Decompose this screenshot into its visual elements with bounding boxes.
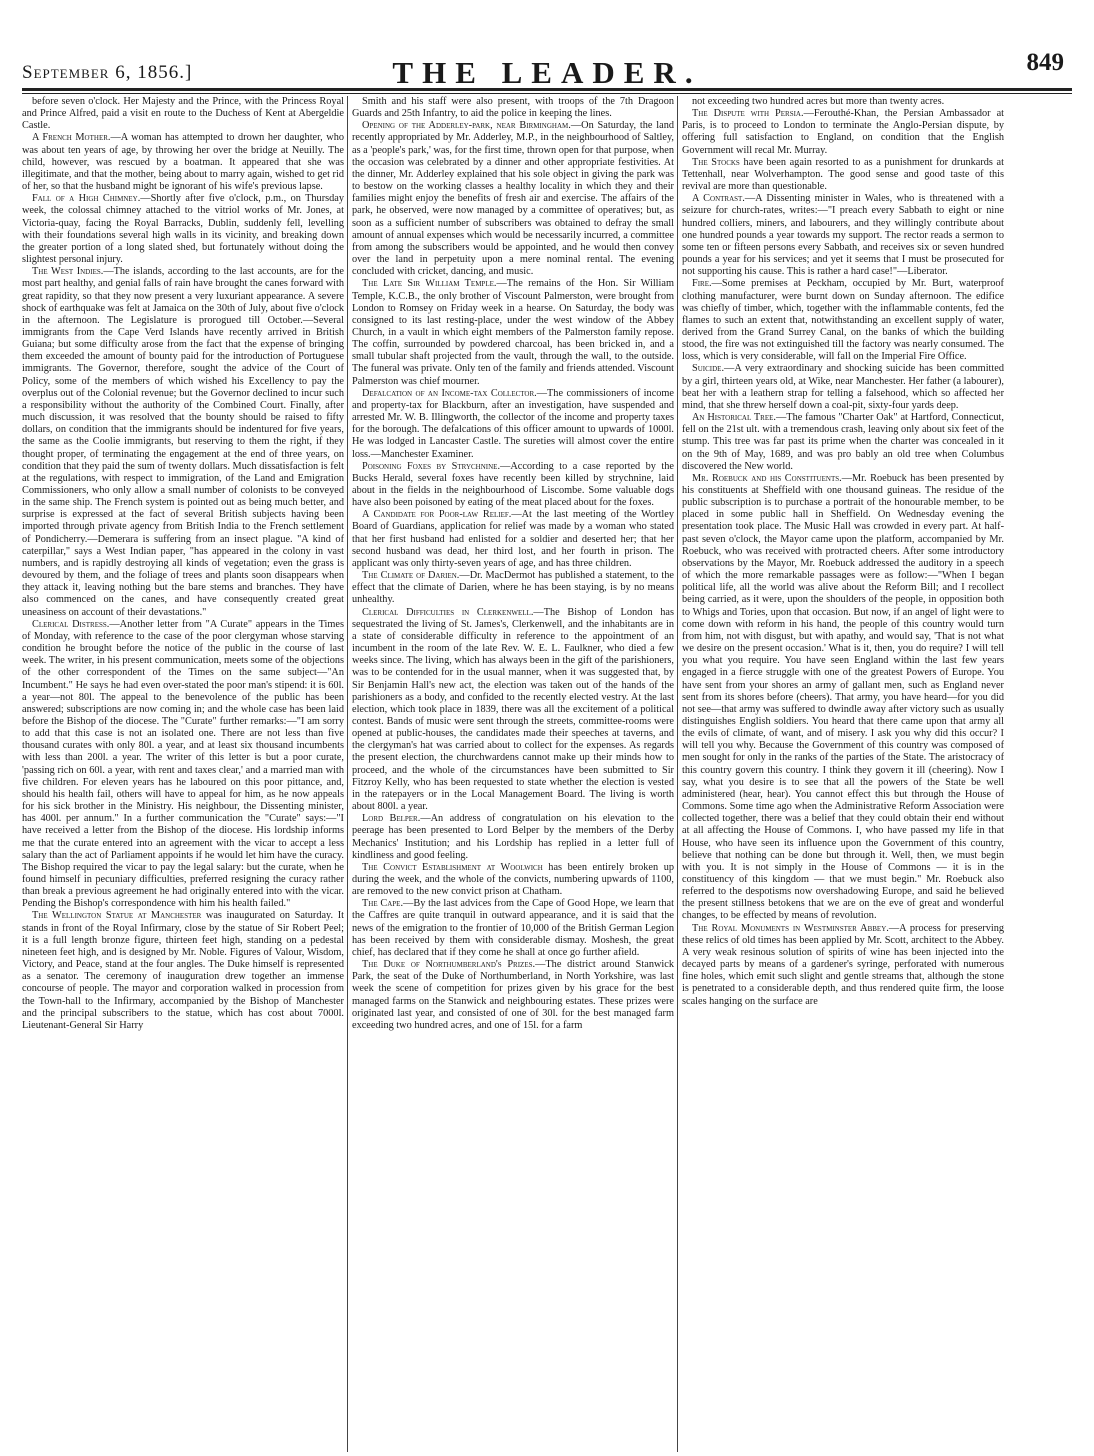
article-heading: A Candidate for Poor-law Relief. (362, 509, 512, 521)
article-text: —A Dissenting minister in Wales, who is threatened with a seizure for church-rates, writes:—"I preach every Sabbath to eight or nine hundred colliers, miners, and labourers, and they willingly contribute about one hundred pounds a year towards my support. The rector reads a sermon to some ten or fifteen persons every Sabbath, and receives six or seven hundred pounds a year for his services; and yet it seems that I must be prosecuted for not supporting his cause. This is rather a hard case!"—Liberator. (682, 193, 1004, 278)
article-text: —The famous "Charter Oak" at Hartford, Connecticut, fell on the 21st ult. with a tremendous crash, leaving only about six feet of the stump. This tree was far past its prime when the charter was concealed in it on the 9th of May, 1689, and was pro bably an old tree when Columbus discovered the New world. (682, 412, 1004, 472)
article-text: —A woman has attempted to drown her daughter, who was about ten years of age, by throwing her over the bridge at Neuilly. The child, however, was rescued by a boatman. It appeared that she was illegitimate, and that the mother, being about to marry again, wished to get rid of her, so that the husband might be ignorant of his wife's previous lapse. (22, 132, 344, 193)
article-paragraph (352, 278, 674, 387)
article-text: —By the last advices from the Cape of Good Hope, we learn that the Caffres are quite tranquil in outward appearance, and it is said that the news of the emigration to the frontier of 10,000 of the British German Legion has been received by them with considerable dismay. Moshesh, the great chief, has declared that if they come he shall at once go further afield. (352, 898, 674, 958)
article-heading: Fire. (692, 278, 712, 290)
article-paragraph (352, 509, 674, 570)
article-text: —On Saturday, the land recently appropriated by Mr. Adderley, M.P., in the neighbourhood of Saltley, as a 'people's park,' was, for the first time, thrown open for that purpose, when the occasion was celebrated by a dinner and other appropriate festivities. At the dinner, Mr. Adderley explained that his sole object in giving the park was to bestow on the working classes a healthy locality in which they and their families might enjoy the benefits of fresh air and exercise. The affairs of the park, he observed, were now managed by a committee of operatives; but, as soon as a sufficient number of subscribers was obtained to defray the small amount of annual expenses which would be necessarily incurred, a committee from among the subscribers would be appointed, and he would then convey over the land in perpetuity upon a mere nominal rental. The evening concluded with cricket, dancing, and music. (352, 120, 674, 278)
article-heading: A French Mother. (32, 132, 111, 144)
article-heading: The Wellington Statue at Manchester (32, 910, 202, 922)
article-text: —Some premises at Peckham, occupied by Mr. Burt, waterproof clothing manufacturer, were burnt down on Sunday afternoon. The edifice was chiefly of timber, which, together with the inflammable contents, fed the flames to such an extent that, notwithstanding an excellent supply of water, derived from the Grand Surrey Canal, on the banks of which the building stood, the fire was not extinguished till the factory was nearly consumed. The loss, which is very considerable, will fall on the Imperial Fire Office. (682, 278, 1004, 363)
article-paragraph (22, 193, 344, 266)
article-paragraph (682, 363, 1004, 412)
article-paragraph (352, 388, 674, 461)
article-paragraph (352, 120, 674, 278)
article-heading: The Royal Monuments in Westminster Abbey. (692, 922, 889, 934)
article-heading: The Duke of Northumberland's Prizes. (362, 959, 536, 971)
article-text: —A process for preserving these relics of old times has been applied by Mr. Scott, architect to the Abbey. A very weak resinous solution of spirits of wine has been injected into the decayed parts by means of a gardener's syringe, perforated with numerous fine holes, which emit such slight and gentle streams that, although the stone is penetrated to a considerable depth, and thus rendered quite firm, the loose scales hanging on the surface are (682, 922, 1004, 1007)
article-paragraph (352, 898, 674, 959)
article-paragraph (22, 910, 344, 1032)
header-rule-thin (22, 93, 1072, 94)
column-1 (22, 96, 344, 1452)
article-heading: The Late Sir William Temple. (362, 278, 497, 290)
article-paragraph (682, 108, 1004, 157)
header-rule (22, 88, 1072, 91)
article-text: —According to a case reported by the Bucks Herald, several foxes have recently been killed by strychnine, laid about in the fields in the neighbourhood of Liscombe. Some valuable dogs have also been poisoned by eating of the meat placed about for the foxes. (352, 460, 674, 509)
article-text: —Dr. MacDermot has published a statement, to the effect that the climate of Darien, where he has been staying, is by no means unhealthy. (352, 570, 674, 606)
article-text: —The district around Stanwick Park, the seat of the Duke of Northumberland, in North Yorkshire, was last week the scene of competition for prizes given by his grace for the best managed farms on the Stanwick and neighbouring estates. These prizes were originated last year, and consisted of one of 30l. for the best managed farm exceeding two hundred acres, and one of 15l. for a farm (352, 959, 674, 1031)
article-text: —The remains of the Hon. Sir William Temple, K.C.B., the only brother of Viscount Palmerston, were brought from London to Romsey on Friday week in a hearse. On Saturday, the body was consigned to its last resting-place, under the west window of the Abbey Church, in a vault in which eight members of the Palmerston family repose. The coffin, surrounded by powdered charcoal, has been bricked in, and a small tubular shaft projected from the vault, through the wall, to the outside. The funeral was private. Only ten of the family and friends attended. Viscount Palmerston was chief mourner. (352, 278, 674, 387)
article-heading: Clerical Distress. (32, 618, 110, 630)
article-paragraph (682, 96, 1004, 108)
article-heading: The Stocks (692, 156, 740, 168)
article-text: —An address of congratulation on his elevation to the peerage has been presented to Lord Belper by the members of the Derby Mechanics' Institution; and his Lordship has replied in a letter full of kindliness and good feeling. (352, 813, 674, 861)
article-text: before seven o'clock. Her Majesty and the Prince, with the Princess Royal and Prince Alfred, paid a visit en route to the Duchess of Kent at Abergeldie Castle. (22, 96, 344, 132)
article-paragraph (22, 619, 344, 911)
article-text: —The islands, according to the last accounts, are for the most part healthy, and genial falls of rain have brought the canes forward with great rapidity, so that they now present a very luxuriant appearance. A severe shock of earthquake was felt at Jamaica on the 30th of July, about five o'clock in the afternoon. The Legislature is prorogued till October.—Several immigrants from the Cape Verd Islands have recently arrived in British Guiana; but some difficulty arose from the fact that the expense of bringing them exceeded the amount of bounty paid for the introduction of Portuguese immigrants. The Governor, therefore, sought the advice of the Court of Policy, some of the members of which wished his Excellency to pay the overplus out of the Colonial revenue; but the Governor declined to incur such a responsibility without the authority of the Combined Court. Finally, after much discussion, it was resolved that the bounty should be raised to fifty dollars, on condition that the immigrants should be indentured for five years, the same as the Coolie immigrants, but reserving to them the right, if they thought proper, of terminating the engagement at the end of three years, on condition that they paid the sum of twenty dollars. Much dissatisfaction is felt at the regulations, with respect to immigration, of the Land and Emigration Commissioners, who only allow a small number of colonists to be conveyed in the same ship. The French system is pointed out as being much better, and surprise is expressed at the fact of several British subjects having been imported through private agency from British India to the French settlement of Pondicherry.—Demerara is suffering from an insect plague. "A kind of caterpillar," says a West Indian paper, "has appeared in the colony in vast numbers, and is rapidly destroying all kinds of vegetation; even the grass is devoured by them, and the foliage of trees and plants soon disappears when they attack it, leaving nothing but the bare stems and branches. They have also commenced on the canes, and have consequently created great uneasiness on account of their devastations." (22, 266, 344, 618)
article-heading: Mr. Roebuck and his Constituents. (692, 472, 842, 484)
article-heading: The Climate of Darien. (362, 570, 460, 582)
article-heading: The Cape. (362, 898, 404, 910)
article-heading: Fall of a High Chimney. (32, 193, 141, 205)
article-paragraph (22, 96, 344, 132)
article-heading: Opening of the Adderley-park, near Birmingham. (362, 120, 571, 132)
article-heading: The Convict Establishment at Woolwich (362, 861, 543, 873)
article-text: —Ferouthé-Khan, the Persian Ambassador at Paris, is to proceed to London to terminate the Anglo-Persian dispute, by offering full satisfaction to England, on condition that the English Government will recal Mr. Murray. (682, 108, 1004, 156)
article-heading: The West Indies. (32, 266, 104, 278)
article-paragraph (352, 813, 674, 862)
article-paragraph (22, 132, 344, 193)
article-text: not exceeding two hundred acres but more than twenty acres. (692, 96, 945, 107)
masthead-title: THE LEADER. (392, 55, 702, 90)
article-text: —Mr. Roebuck has been presented by his constituents at Sheffield with one thousand guineas. The residue of the public subscription is to purchase a portrait of the honourable member, to be placed in some public hall in Sheffield. On Wednesday evening the presentation took place. The Music Hall was crowded in every part. At half-past seven o'clock, the Mayor came upon the platform, accompanied by Mr. Roebuck, who was received with protracted cheers. After some introductory observations by the Mayor, Mr. Roebuck addressed the auditory in a speech of which the more remarkable passages were as follow:—"When I began political life, all the world was alive about the Reform Bill; and I recollect being carried, as it were, upon the shoulders of the people, in opposition both to Whigs and Tories, upon that occasion. But now, if an angel of light were to come down with reform in his hand, the people of this country would turn from him, not with disgust, but with apathy, and would say, 'That is not what we desire on the present occasion.' What is it, then, you do require? I will tell you what you require. You have seen England within the last few years engaged in a fierce struggle with one of the greatest Powers of Europe. You have sent from your shores an army of gallant men, such as England never sent from its shores before (cheers). That army, you have heard—for you did not see—that army was suffered to dwindle away after victory such as usually distinguishes English soldiers. You heard that there came upon that army all the evils of climate, of want, and of misery. I ask you why did this occur? I will tell you why. Because the Government of this country was composed of men sought for only in the ranks of the parties of the State. The aristocracy of this country govern this country. I think they govern it ill (cheering). Now I say, what you desire is to see that all the powers of the State be well administered (hear, hear). You cannot effect this but through the House of Commons. Some time ago when the Administrative Reform Association were collected together, there was a belief that they could obtain their end without at all affecting the House of Commons. I, who have passed my life in that House, who have seen its influence upon the Government of this country, believe that nothing can be done but through it. Well, then, we must begin with you. It is not simply in the House of Commons — it is in the constituency of this kingdom — that we must begin." Mr. Roebuck also referred to the despotisms now overshadowing Europe, and said he believed the present stillness betokens that we are on the eve of great and wonderful changes, to be effected by means of revolution. (682, 472, 1004, 922)
article-text: —At the last meeting of the Wortley Board of Guardians, application for relief was made by a woman who stated that her first husband had enlisted for a soldier and deserted her; that her second husband was dead, her third lost, and her fourth in prison. The applicant was only thirty-seven years of age, and has three children. (352, 509, 674, 569)
article-paragraph (352, 96, 674, 120)
article-paragraph (352, 959, 674, 1032)
article-text: —The commissioners of income and property-tax for Blackburn, after an investigation, have suspended and arrested Mr. W. B. Illingworth, the collector of the income and property taxes for the borough. The defalcations of this officer amount to upwards of 1000l. He was lodged in Lancaster Castle. The sureties will almost cover the entire loss.—Manchester Examiner. (352, 387, 674, 460)
article-heading: Defalcation of an Income-tax Collector. (362, 387, 537, 399)
article-heading: Poisoning Foxes by Strychnine. (362, 460, 501, 472)
article-text: —Shortly after five o'clock, p.m., on Thursday week, the colossal chimney attached to the vitriol works of Mr. Jones, at Victoria-quay, facing the Royal Barracks, Dublin, suddenly fell, levelling with their foundations several high walls in its vicinity, and breaking down the greater portion of a long slated shed, but fortunately without doing the slightest personal injury. (22, 193, 344, 266)
article-paragraph (682, 473, 1004, 923)
column-divider (347, 96, 348, 1452)
article-paragraph (352, 461, 674, 510)
article-text: —A very extraordinary and shocking suicide has been committed by a girl, thirteen years old, at Wike, near Manchester. Her father (a labourer), beat her with a leathern strap for telling a falsehood, which so affected her mind, that she threw herself down a coal-pit, sixty-four yards deep. (682, 363, 1004, 411)
article-paragraph (352, 862, 674, 898)
article-text: has been entirely broken up during the week, and the whole of the convicts, numbering upwards of 1100, are removed to the new convict prison at Chatham. (352, 861, 674, 898)
article-paragraph (682, 193, 1004, 278)
article-text: —Another letter from "A Curate" appears in the Times of Monday, with reference to the case of the poor clergyman whose starving condition he brought before the notice of the public in the course of last week. The writer, in his present communication, meets some of the objections of the other correspondent of the Times on the same subject—"An Incumbent." He says he had even over-stated the poor man's stipend: it is 60l. a year—not 80l. The appeal to the benevolence of the public has been answered; subscriptions are now coming in; and the whole case has been laid before the Bishop of the diocese. The "Curate" further remarks:—"I am sorry to add that this case is not an isolated one. There are not less than five thousand curates with only 80l. a year, and at least six thousand incumbents with less than 200l. a year. The writer of this letter is but a poor curate, 'passing rich on 60l. a year, with rent and taxes clear,' and a married man with five children. For eleven years has he laboured on this poor pittance, and, should his health fail, others will have to appeal for him, as he now appeals for his sick brother in the Ministry. His neighbour, the Dissenting minister, has 400l. per annum." In a further communication the "Curate" says:—"I have received a letter from the Bishop of the diocese. His lordship informs me that the curate entered into an agreement with the vicar to accept a less salary than the act of Parliament appoints if he would let him have the curacy. The Bishop required the vicar to pay the legal salary: but the curate, when he found himself in pecuniary difficulties, preferred resigning the curacy rather than break a previous agreement he had originally entered into with the vicar. Pending the Bishop's correspondence with him his health failed." (22, 618, 344, 910)
article-heading: A Contrast. (692, 193, 745, 205)
article-heading: Suicide. (692, 363, 725, 375)
article-heading: Clerical Difficulties in Clerkenwell. (362, 606, 534, 618)
article-heading: The Dispute with Persia. (692, 108, 804, 120)
article-paragraph (352, 570, 674, 606)
article-text: —The Bishop of London has sequestrated the living of St. James's, Clerkenwell, and the inhabitants are in a state of considerable difficulty in reference to the appointment of an incumbent in the room of the late Rev. W. E. L. Faulkner, who died a few weeks since. The living, which has always been in the gift of the parishioners, was to be contended for in the usual manner, when it was suggested that, by Sir Benjamin Hall's new act, the election was taken out of the hands of the parishioners as a body, and confided to the recently elected vestry. At the last election, which took place in 1839, there was all the excitement of a political contest. Bands of music were sent through the streets, committee-rooms were opened at public-houses, the candidates made their speeches at taverns, and the clergyman's hat was carried about to collect for the expenses. As regards the present election, the churchwardens cannot make up their minds how to proceed, and the whole of the circumstances have been submitted to Sir Fitzroy Kelly, who has been requested to state whether the election is vested in the ratepayers or in the Local Management Board. The living is worth about 800l. a year. (352, 606, 674, 813)
article-text: Smith and his staff were also present, with troops of the 7th Dragoon Guards and 25th Infantry, to aid the police in keeping the lines. (352, 96, 674, 120)
page-number: 849 (1026, 49, 1064, 76)
column-divider (677, 96, 678, 1452)
column-2 (352, 96, 674, 1452)
article-paragraph (682, 278, 1004, 363)
article-text: was inaugurated on Saturday. It stands in front of the Royal Infirmary, close by the statue of Sir Robert Peel; it is a full length bronze figure, thirteen feet high, standing on a pedestal nineteen feet high, and is designed by Mr. Noble. Figures of Valour, Wisdom, Victory, and Peace, stand at the four angles. The Duke himself is represented as a senator. The ceremony of inauguration drew together an immense concourse of people. The mayor and corporation walked in procession from the Town-hall to the Infirmary, accompanied by the Bishop of Manchester and the principal subscribers to the statue, which has cost about 7000l. Lieutenant-General Sir Harry (22, 910, 344, 1031)
article-paragraph (682, 923, 1004, 1008)
article-paragraph (22, 266, 344, 619)
article-paragraph (682, 157, 1004, 193)
column-3 (682, 96, 1004, 1452)
issue-date: September 6, 1856.] (22, 62, 193, 83)
article-text: have been again resorted to as a punishment for drunkards at Tettenhall, near Wolverhampton. The good sense and good taste of this revival are more than questionable. (682, 156, 1004, 193)
article-heading: Lord Belper. (362, 813, 421, 825)
page-header (0, 0, 1094, 90)
text-columns (22, 96, 1072, 1452)
article-paragraph (682, 412, 1004, 473)
article-paragraph (352, 607, 674, 814)
article-heading: An Historical Tree. (692, 412, 776, 424)
